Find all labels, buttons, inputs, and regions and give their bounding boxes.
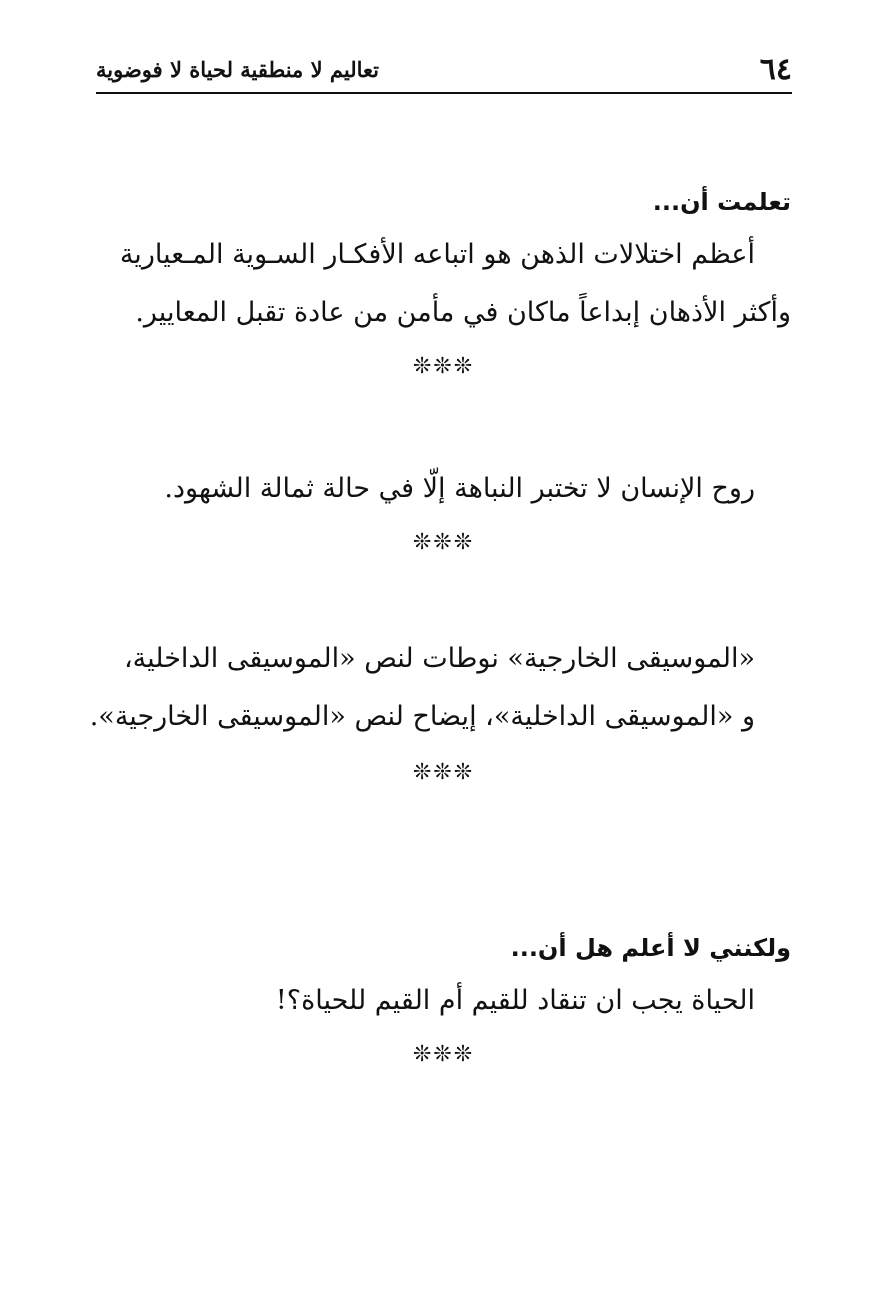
paragraph-line: و «الموسيقى الداخلية»، إيضاح لنص «الموسيقى الخارجية». bbox=[89, 701, 755, 732]
section-heading-dont-know: ولكنني لا أعلم هل أن... bbox=[510, 934, 791, 962]
separator-stars: ❊❊❊ bbox=[412, 760, 475, 785]
paragraph-line: الحياة يجب ان تنقاد للقيم أم القيم للحياة؟! bbox=[275, 985, 755, 1016]
paragraph-music bbox=[90, 630, 791, 746]
paragraph-line: وأكثر الأذهان إبداعاً ماكان في مأمن من عادة تقبل المعايير. bbox=[135, 297, 791, 328]
running-title: تعاليم لا منطقية لحياة لا فوضوية bbox=[96, 57, 379, 82]
page-number: ٦٤ bbox=[759, 52, 792, 87]
paragraph-line: روح الإنسان لا تختبر النباهة إلّا في حالة ثمالة الشهود. bbox=[164, 473, 755, 504]
section-heading-learned: تعلمت أن... bbox=[652, 188, 791, 216]
paragraph-mind-disorders bbox=[120, 226, 791, 342]
paragraph-line: أعظم اختلالات الذهن هو اتباعه الأفكـار السـوية المـعيارية bbox=[119, 239, 755, 270]
paragraph-life-values bbox=[276, 972, 791, 1030]
page-header bbox=[96, 48, 792, 94]
separator-stars: ❊❊❊ bbox=[412, 1042, 475, 1067]
separator-stars: ❊❊❊ bbox=[412, 530, 475, 555]
separator-stars: ❊❊❊ bbox=[412, 354, 475, 379]
paragraph-human-spirit bbox=[164, 460, 791, 518]
paragraph-line: «الموسيقى الخارجية» نوطات لنص «الموسيقى الداخلية، bbox=[123, 643, 755, 674]
